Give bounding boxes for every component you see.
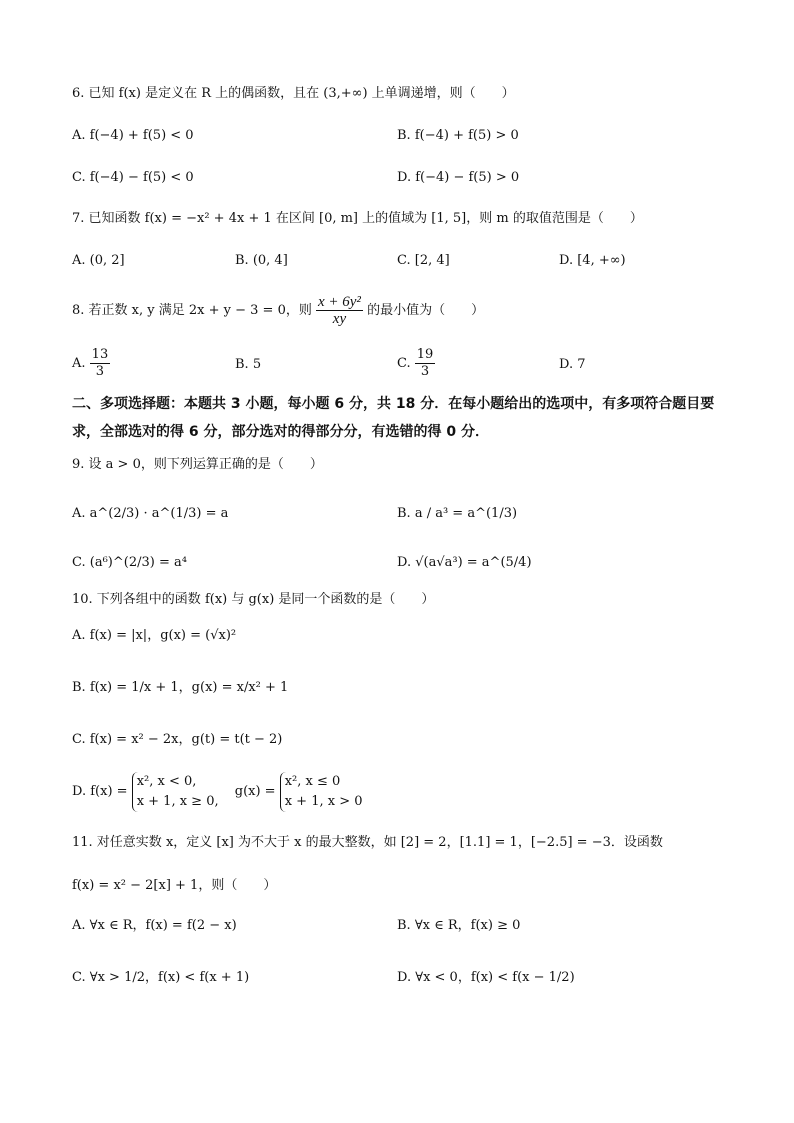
q9-option-d: D. √(a√a³) = a^(5/4) <box>397 555 532 570</box>
q8-option-a-den: 3 <box>95 364 105 379</box>
q11-option-c: C. ∀x > 1/2，f(x) < f(x + 1) <box>72 970 250 985</box>
q8-stem <box>72 294 484 327</box>
q10-option-d-f-label: D. f(x) = <box>72 784 128 799</box>
q10-option-b: B. f(x) = 1/x + 1，g(x) = x/x² + 1 <box>72 680 289 695</box>
q7-option-b: B. (0, 4] <box>235 253 288 268</box>
q8-option-a <box>72 347 110 380</box>
q7-stem: 7. 已知函数 f(x) = −x² + 4x + 1 在区间 [0, m] 上的值域为 [1, 5]，则 m 的取值范围是（ ） <box>72 211 643 226</box>
q8-option-c-num: 19 <box>416 347 434 362</box>
q11-stem-line1: 11. 对任意实数 x，定义 [x] 为不大于 x 的最大整数，如 [2] = 2，[1.1] = 1，[−2.5] = −3．设函数 <box>72 835 663 850</box>
q8-stem-post: 的最小值为（ ） <box>367 303 485 318</box>
q8-fraction <box>316 294 363 327</box>
q10-option-d-f-piecewise <box>132 772 219 812</box>
q10-option-d-g-piecewise <box>280 772 363 812</box>
q8-option-a-label: A. <box>72 356 86 371</box>
q8-stem-pre: 8. 若正数 x, y 满足 2x + y − 3 = 0，则 <box>72 303 312 318</box>
q10-option-d-f-case2: x + 1, x ≥ 0, <box>136 794 219 809</box>
q6-option-d: D. f(−4) − f(5) > 0 <box>397 170 520 185</box>
q8-option-c-den: 3 <box>420 364 430 379</box>
q8-option-c-label: C. <box>397 356 411 371</box>
q6-stem: 6. 已知 f(x) 是定义在 R 上的偶函数，且在 (3,+∞) 上单调递增，则（ ） <box>72 86 515 101</box>
q10-option-d-f-case1: x², x < 0, <box>136 774 197 789</box>
q10-option-d <box>72 772 363 812</box>
q8-option-a-fraction <box>90 347 111 380</box>
q10-option-c: C. f(x) = x² − 2x，g(t) = t(t − 2) <box>72 732 283 747</box>
q9-option-a: A. a^(2/3) · a^(1/3) = a <box>72 506 229 521</box>
q8-option-c <box>397 347 435 380</box>
q9-option-c: C. (a⁶)^(2/3) = a⁴ <box>72 555 187 570</box>
q7-option-a: A. (0, 2] <box>72 253 125 268</box>
q11-option-a: A. ∀x ∈ R，f(x) = f(2 − x) <box>72 918 237 933</box>
q10-stem: 10. 下列各组中的函数 f(x) 与 g(x) 是同一个函数的是（ ） <box>72 592 435 607</box>
q10-option-d-g-case2: x + 1, x > 0 <box>284 794 363 809</box>
q10-option-d-g-label: g(x) = <box>234 784 276 799</box>
q10-option-d-g-case1: x², x ≤ 0 <box>284 774 341 789</box>
q8-option-b: B. 5 <box>235 357 262 372</box>
q8-fraction-denominator: xy <box>332 311 347 327</box>
q6-option-c: C. f(−4) − f(5) < 0 <box>72 170 194 185</box>
q6-option-b: B. f(−4) + f(5) > 0 <box>397 128 519 143</box>
q7-option-c: C. [2, 4] <box>397 253 450 268</box>
q7-option-d: D. [4, +∞) <box>559 253 626 268</box>
q8-fraction-numerator: x + 6y² <box>317 294 361 310</box>
q9-stem: 9. 设 a > 0，则下列运算正确的是（ ） <box>72 457 323 472</box>
q8-option-c-fraction <box>415 347 436 380</box>
section-2-heading: 二、多项选择题：本题共 3 小题，每小题 6 分，共 18 分．在每小题给出的选项中，有多项符合题目要求，全部选对的得 6 分，部分选对的得部分分，有选错的得 0 分． <box>72 396 715 440</box>
q6-option-a: A. f(−4) + f(5) < 0 <box>72 128 194 143</box>
q8-option-a-num: 13 <box>91 347 109 362</box>
q11-stem-line2: f(x) = x² − 2[x] + 1，则（ ） <box>72 878 277 893</box>
q8-option-d: D. 7 <box>559 357 586 372</box>
q11-option-d: D. ∀x < 0，f(x) < f(x − 1/2) <box>397 970 575 985</box>
q10-option-a: A. f(x) = |x|，g(x) = (√x)² <box>72 628 237 643</box>
q9-option-b: B. a / a³ = a^(1/3) <box>397 506 518 521</box>
q11-option-b: B. ∀x ∈ R，f(x) ≥ 0 <box>397 918 521 933</box>
